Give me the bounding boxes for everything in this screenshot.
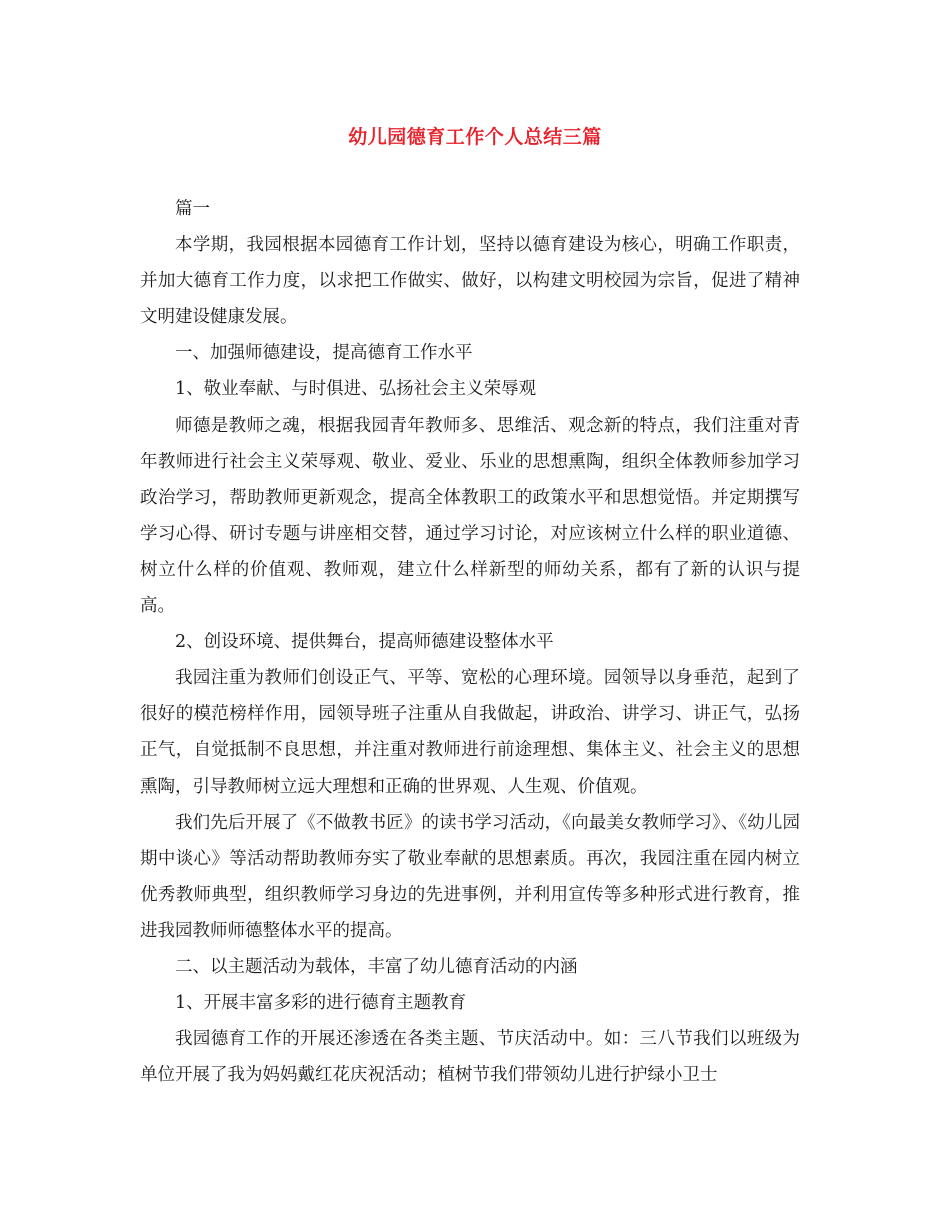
section-heading: 二、以主题活动为载体，丰富了幼儿德育活动的内涵 <box>175 956 578 977</box>
paragraph: 本学期，我园根据本园德育工作计划，坚持以德育建设为核心，明确工作职责，并加大德育工作力度，以求把工作做实、做好，以构建文明校园为宗旨，促进了精神文明建设健康发展。 <box>140 235 800 328</box>
subsection-heading: 2、创设环境、提供舞台，提高师德建设整体水平 <box>175 632 554 653</box>
paragraph: 师德是教师之魂，根据我园青年教师多、思维活、观念新的特点，我们注重对青年教师进行社会主义荣辱观、敬业、爱业、乐业的思想熏陶，组织全体教师参加学习政治学习，帮助教师更新观念，提高全体教职工的政策水平和思想觉悟。并定期撰写学习心得、研讨专题与讲座相交替，通过学习讨论，对应该树立什么样的职业道德、树立什么样的价值观、教师观，建立什么样新型的师幼关系，都有了新的认识与提高。 <box>140 415 800 617</box>
subsection-heading: 1、开展丰富多彩的进行德育主题教育 <box>175 993 467 1014</box>
paragraph: 我们先后开展了《不做教书匠》的读书学习活动，《向最美女教师学习》、《幼儿园期中谈心》等活动帮助教师夯实了敬业奉献的思想素质。再次，我园注重在园内树立优秀教师典型，组织教师学习身边的先进事例，并利用宣传等多种形式进行教育，推进我园教师师德整体水平的提高。 <box>140 812 800 941</box>
document-body <box>140 191 800 1093</box>
paragraph: 我园德育工作的开展还渗透在各类主题、节庆活动中。如：三八节我们以班级为单位开展了我为妈妈戴红花庆祝活动；植树节我们带领幼儿进行护绿小卫士 <box>140 1029 800 1086</box>
section-heading: 一、加强师德建设，提高德育工作水平 <box>175 343 473 364</box>
subsection-heading: 1、敬业奉献、与时俱进、弘扬社会主义荣辱观 <box>175 379 537 400</box>
section-heading: 篇一 <box>175 199 210 219</box>
paragraph: 我园注重为教师们创设正气、平等、宽松的心理环境。园领导以身垂范，起到了很好的模范榜样作用，园领导班子注重从自我做起，讲政治、讲学习、讲正气，弘扬正气，自觉抵制不良思想，并注重对教师进行前途理想、集体主义、社会主义的思想熏陶，引导教师树立远大理想和正确的世界观、人生观、价值观。 <box>140 668 800 797</box>
document-title: 幼儿园德育工作个人总结三篇 <box>348 126 602 148</box>
